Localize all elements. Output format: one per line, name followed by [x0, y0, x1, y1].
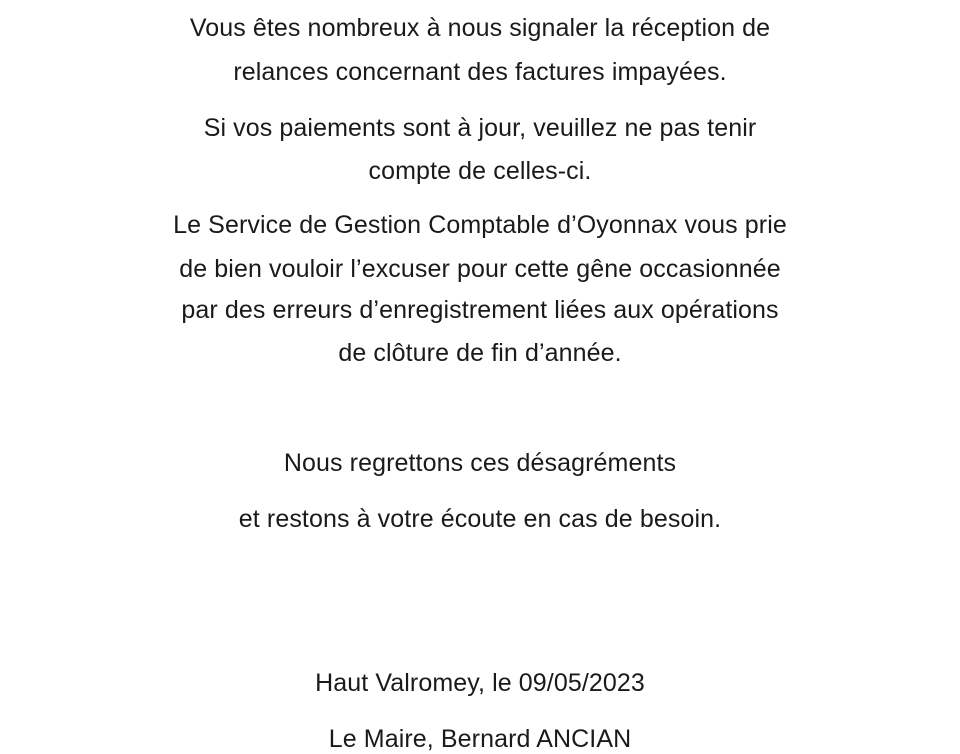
paragraph2-line1: Si vos paiements sont à jour, veuillez ne pas tenir — [203, 114, 757, 142]
paragraph3-line2: de bien vouloir l’excuser pour cette gêne occasionnée — [179, 255, 781, 283]
paragraph3-line3: par des erreurs d’enregistrement liées aux opérations — [181, 296, 779, 324]
paragraph3-line4: de clôture de fin d’année. — [338, 339, 622, 367]
closing-line1: Nous regrettons ces désagréments — [283, 449, 677, 477]
paragraph3-line1: Le Service de Gestion Comptable d’Oyonnax vous prie — [173, 211, 787, 239]
closing-line2: et restons à votre écoute en cas de besoin. — [238, 505, 722, 533]
signature-place-date: Haut Valromey, le 09/05/2023 — [315, 669, 645, 697]
paragraph1-line2: relances concernant des factures impayées. — [233, 58, 727, 86]
signature-signatory: Le Maire, Bernard ANCIAN — [328, 725, 632, 753]
paragraph2-line2: compte de celles-ci. — [368, 157, 592, 185]
paragraph1-line1: Vous êtes nombreux à nous signaler la réception de — [189, 14, 771, 42]
